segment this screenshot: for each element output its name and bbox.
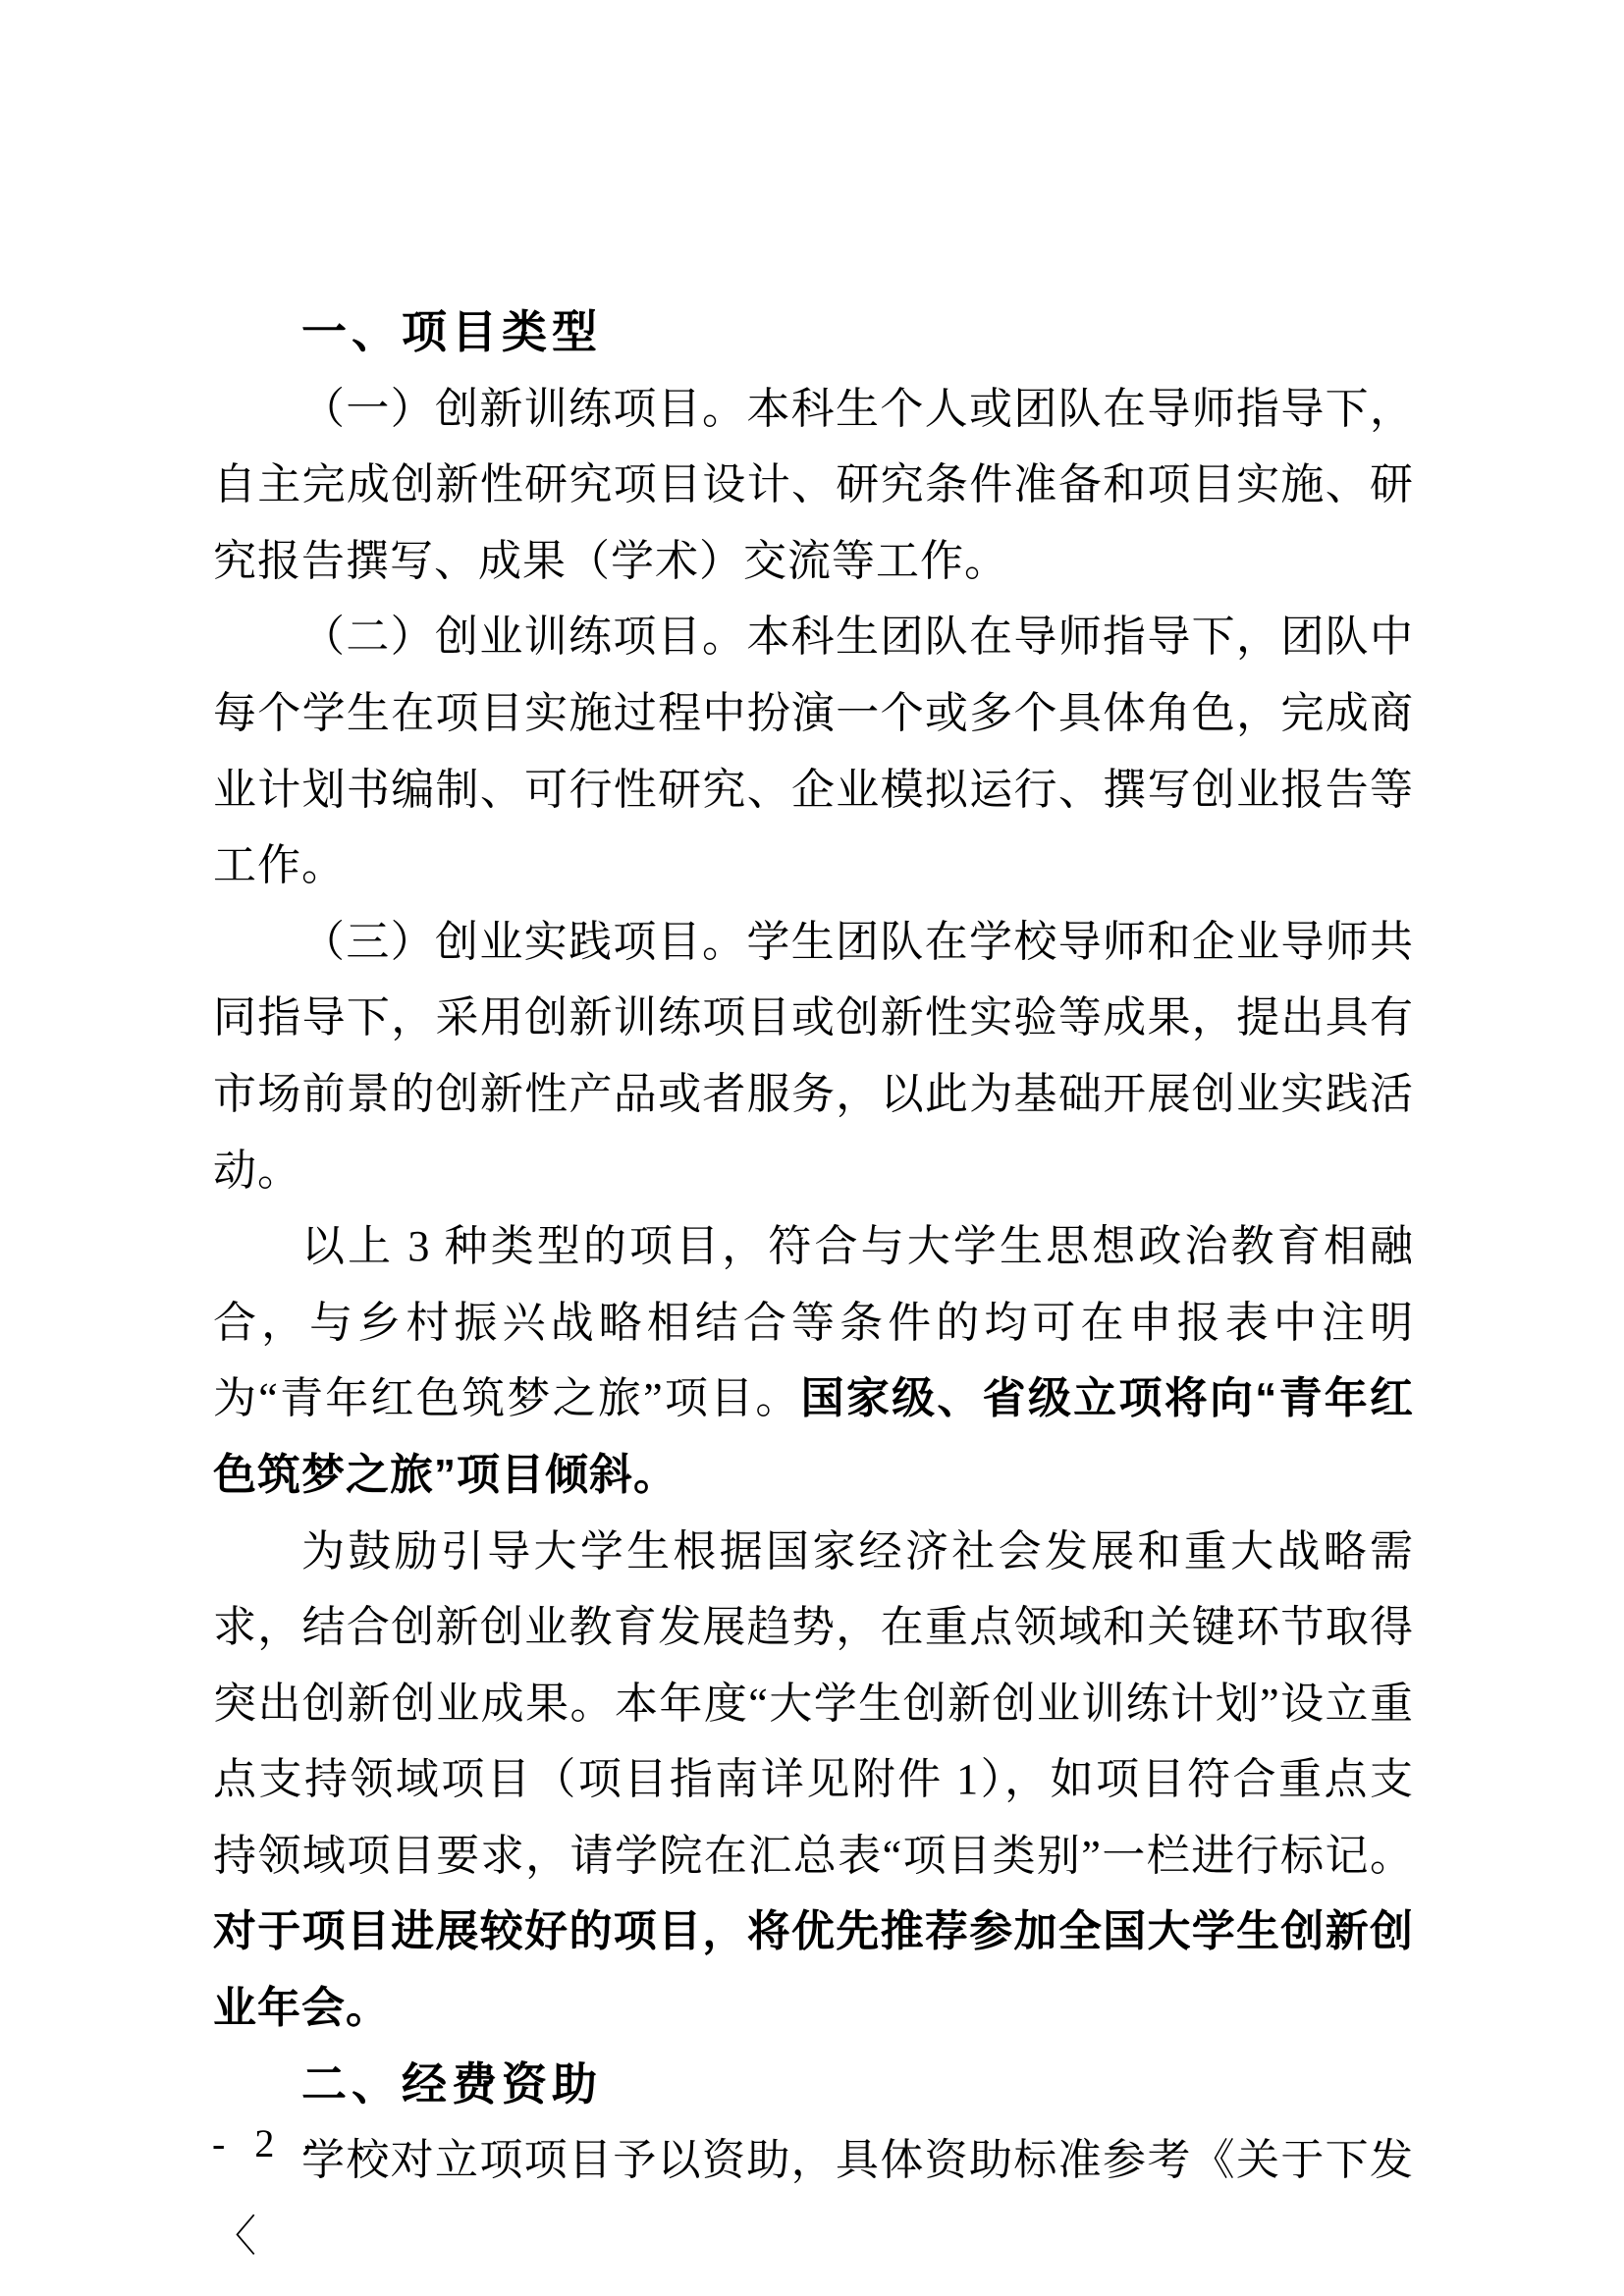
paragraph-key-support-areas	[213, 1514, 1414, 2047]
paragraph-text: 为鼓励引导大学生根据国家经济社会发展和重大战略需求，结合创新创业教育发展趋势，在重点领域和关键环节取得突出创新创业成果。本年度“大学生创新创业训练计划”设立重点支持领域项目（项目指南详见附件 1），如项目符合重点支持领域项目要求，请学院在汇总表“项目类别”一栏进行标记。	[213, 1526, 1414, 1880]
paragraph-entrepreneurship-practice: （三）创业实践项目。学生团队在学校导师和企业导师共同指导下，采用创新训练项目或创新性实验等成果，提出具有市场前景的创新性产品或者服务，以此为基础开展创业实践活动。	[213, 917, 1414, 1195]
document-body	[213, 294, 1414, 2274]
section-heading-project-types: 一、项目类型	[301, 306, 602, 357]
paragraph-red-dream-journey	[213, 1208, 1414, 1513]
paragraph-funding-standard: 学校对立项项目予以资助，具体资助标准参考《关于下发〈	[213, 2136, 1414, 2261]
paragraph-text-emphasis: 国家级、省级立项将向“青年红色筑梦之旅”项目倾斜。	[213, 1374, 1414, 1499]
paragraph-text-emphasis: 对于项目进展较好的项目，将优先推荐参加全国大学生创新创业年会。	[213, 1907, 1414, 2033]
paragraph-innovation-training: （一）创新训练项目。本科生个人或团队在导师指导下，自主完成创新性研究项目设计、研究条件准备和项目实施、研究报告撰写、成果（学术）交流等工作。	[213, 384, 1414, 585]
page-number: - 2 -	[212, 2121, 327, 2165]
paragraph-entrepreneurship-training: （二）创业训练项目。本科生团队在导师指导下，团队中每个学生在项目实施过程中扮演一个或多个具体角色，完成商业计划书编制、可行性研究、企业模拟运行、撰写创业报告等工作。	[213, 613, 1414, 890]
paragraph-text: 以上 3 种类型的项目，符合与大学生思想政治教育相融合，与乡村振兴战略相结合等条件的均可在申报表中注明为“青年红色筑梦之旅”项目。	[213, 1222, 1414, 1423]
section-heading-funding: 二、经费资助	[301, 2057, 602, 2109]
